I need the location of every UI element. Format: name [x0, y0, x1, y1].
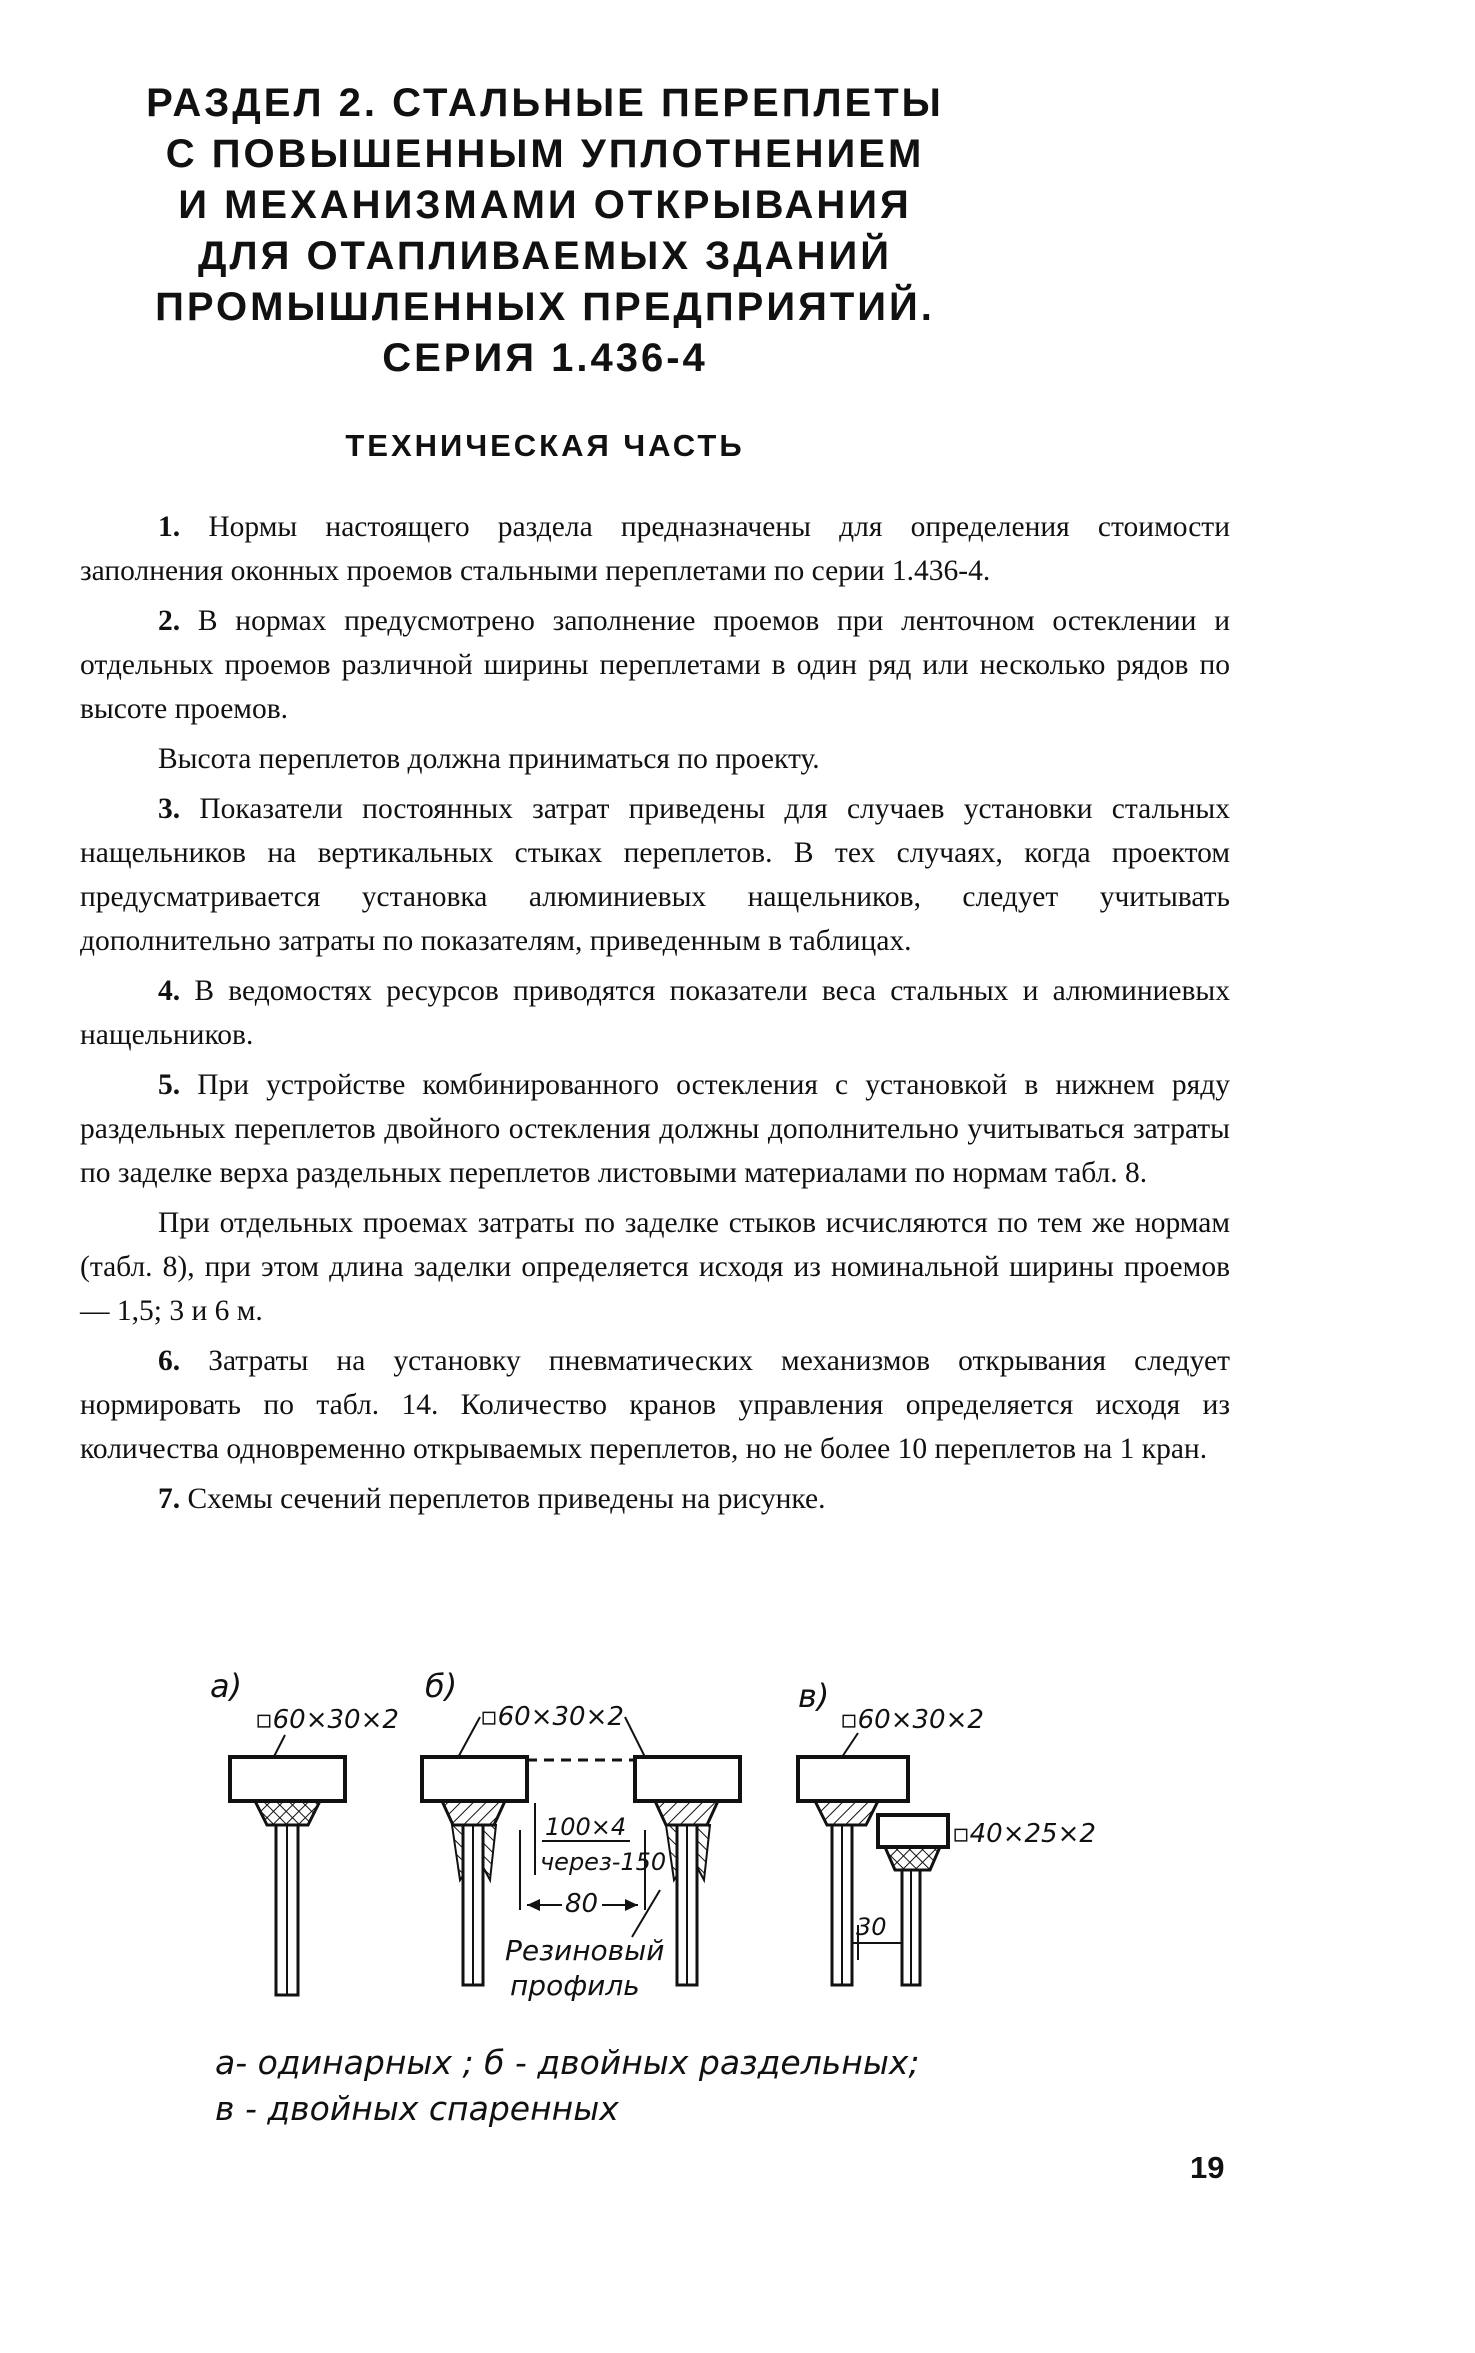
heading-line: ДЛЯ ОТАПЛИВАЕМЫХ ЗДАНИЙ	[198, 234, 892, 278]
paragraph-text: Показатели постоянных затрат приведены для случаев установки стальных нащельников на вертикальных стыках переплетов. В тех случаях, когда проектом предусматривается установка алюминиевых нащельников, следует учитывать дополнительно затраты по показателям, приведенным в таблицах.	[80, 793, 1230, 957]
caption-line-2: в - двойных спаренных	[215, 2089, 619, 2128]
paragraph-text: Нормы настоящего раздела предназначены для определения стоимости заполнения оконных проемов стальными переплетами по серии 1.436-4.	[80, 511, 1230, 587]
paragraph-5-note	[80, 1201, 1230, 1333]
paragraph-text: При устройстве комбинированного остекления с установкой в нижнем ряду раздельных переплетов двойного остекления должны дополнительно учитываться затраты по заделке верха раздельных переплетов листовыми материалами по нормам табл. 8.	[80, 1069, 1230, 1189]
paragraph-text: Затраты на установку пневматических механизмов открывания следует нормировать по табл. 14. Количество кранов управления определяется исходя из количества одновременно открываемых переплетов, но не более 10 переплетов на 1 кран.	[80, 1345, 1230, 1465]
page-number: 19	[1190, 2150, 1225, 2185]
heading-line: ПРОМЫШЛЕННЫХ ПРЕДПРИЯТИЙ.	[155, 285, 935, 329]
sealing-hatch	[442, 1801, 505, 1825]
frame-profile-left	[422, 1757, 527, 1801]
heading-line: РАЗДЕЛ 2. СТАЛЬНЫЕ ПЕРЕПЛЕТЫ	[146, 81, 944, 125]
dimension-arrow	[527, 1899, 540, 1911]
paragraph-2-note	[80, 737, 1230, 781]
section-heading	[0, 78, 1090, 384]
rubber-profile-label-2: профиль	[510, 1969, 640, 2002]
paragraph-3	[80, 787, 1230, 963]
scheme-c-letter: в)	[798, 1677, 830, 1715]
scheme-a	[210, 1667, 399, 1995]
frame-profile-right	[635, 1757, 740, 1801]
subtitle: ТЕХНИЧЕСКАЯ ЧАСТЬ	[345, 428, 745, 463]
scheme-c	[798, 1677, 1096, 1985]
paragraph-number: 4.	[158, 975, 181, 1007]
scheme-b-profile-label: ▫60×30×2	[480, 1702, 624, 1732]
section-diagram	[190, 1665, 1120, 2025]
paragraph-number: 5.	[158, 1069, 181, 1101]
scheme-a-profile-label: ▫60×30×2	[255, 1705, 399, 1735]
frame-profile	[798, 1757, 908, 1801]
scheme-b-letter: б)	[425, 1667, 458, 1705]
dimension-arrow	[625, 1899, 638, 1911]
heading-line: СЕРИЯ 1.436-4	[382, 336, 708, 380]
paragraph-text: Схемы сечений переплетов приведены на рисунке.	[180, 1483, 826, 1515]
figure-caption	[215, 2040, 1115, 2132]
caption-line-1: а- одинарных ; б - двойных раздельных;	[215, 2043, 920, 2082]
gap-30-label: 30	[856, 1913, 887, 1941]
heading-line: И МЕХАНИЗМАМИ ОТКРЫВАНИЯ	[178, 183, 912, 227]
paragraph-2	[80, 599, 1230, 731]
paragraph-number: 2.	[158, 605, 181, 637]
scheme-c-profile-label: ▫60×30×2	[840, 1705, 984, 1735]
frame-profile-small	[878, 1815, 948, 1847]
scheme-c-small-profile-label: ▫40×25×2	[952, 1819, 1096, 1849]
heading-line: С ПОВЫШЕННЫМ УПЛОТНЕНИЕМ	[165, 132, 925, 176]
paragraph-6	[80, 1339, 1230, 1471]
rubber-profile-label-1: Резиновый	[505, 1934, 665, 1967]
scheme-a-letter: а)	[210, 1667, 243, 1705]
paragraph-number: 1.	[158, 511, 181, 543]
paragraph-7	[80, 1477, 1230, 1521]
body-text	[80, 505, 1230, 1527]
paragraph-number: 6.	[158, 1345, 181, 1377]
frame-profile	[230, 1757, 345, 1801]
paragraph-text: В нормах предусмотрено заполнение проемов при ленточном остеклении и отдельных проемов различной ширины переплетами в один ряд или несколько рядов по высоте проемов.	[80, 605, 1230, 725]
paragraph-1	[80, 505, 1230, 593]
paragraph-text: При отдельных проемах затраты по заделке стыков исчисляются по тем же нормам (табл. 8), при этом длина заделки определяется исходя из номинальной ширины проемов — 1,5; 3 и 6 м.	[80, 1207, 1230, 1327]
strip-size-label: 100×4	[545, 1813, 627, 1841]
section-diagram-svg	[190, 1665, 1120, 2025]
sealing-hatch	[815, 1801, 878, 1825]
gap-80-label: 80	[565, 1889, 599, 1919]
paragraph-number: 3.	[158, 793, 181, 825]
paragraph-text: В ведомостях ресурсов приводятся показатели веса стальных и алюминиевых нащельников.	[80, 975, 1230, 1051]
strip-step-label: через-150	[540, 1848, 667, 1876]
paragraph-4	[80, 969, 1230, 1057]
paragraph-5	[80, 1063, 1230, 1195]
sealing-hatch	[655, 1801, 718, 1825]
paragraph-text: Высота переплетов должна приниматься по проекту.	[158, 743, 820, 775]
paragraph-number: 7.	[158, 1483, 181, 1515]
scheme-b	[422, 1667, 740, 2002]
